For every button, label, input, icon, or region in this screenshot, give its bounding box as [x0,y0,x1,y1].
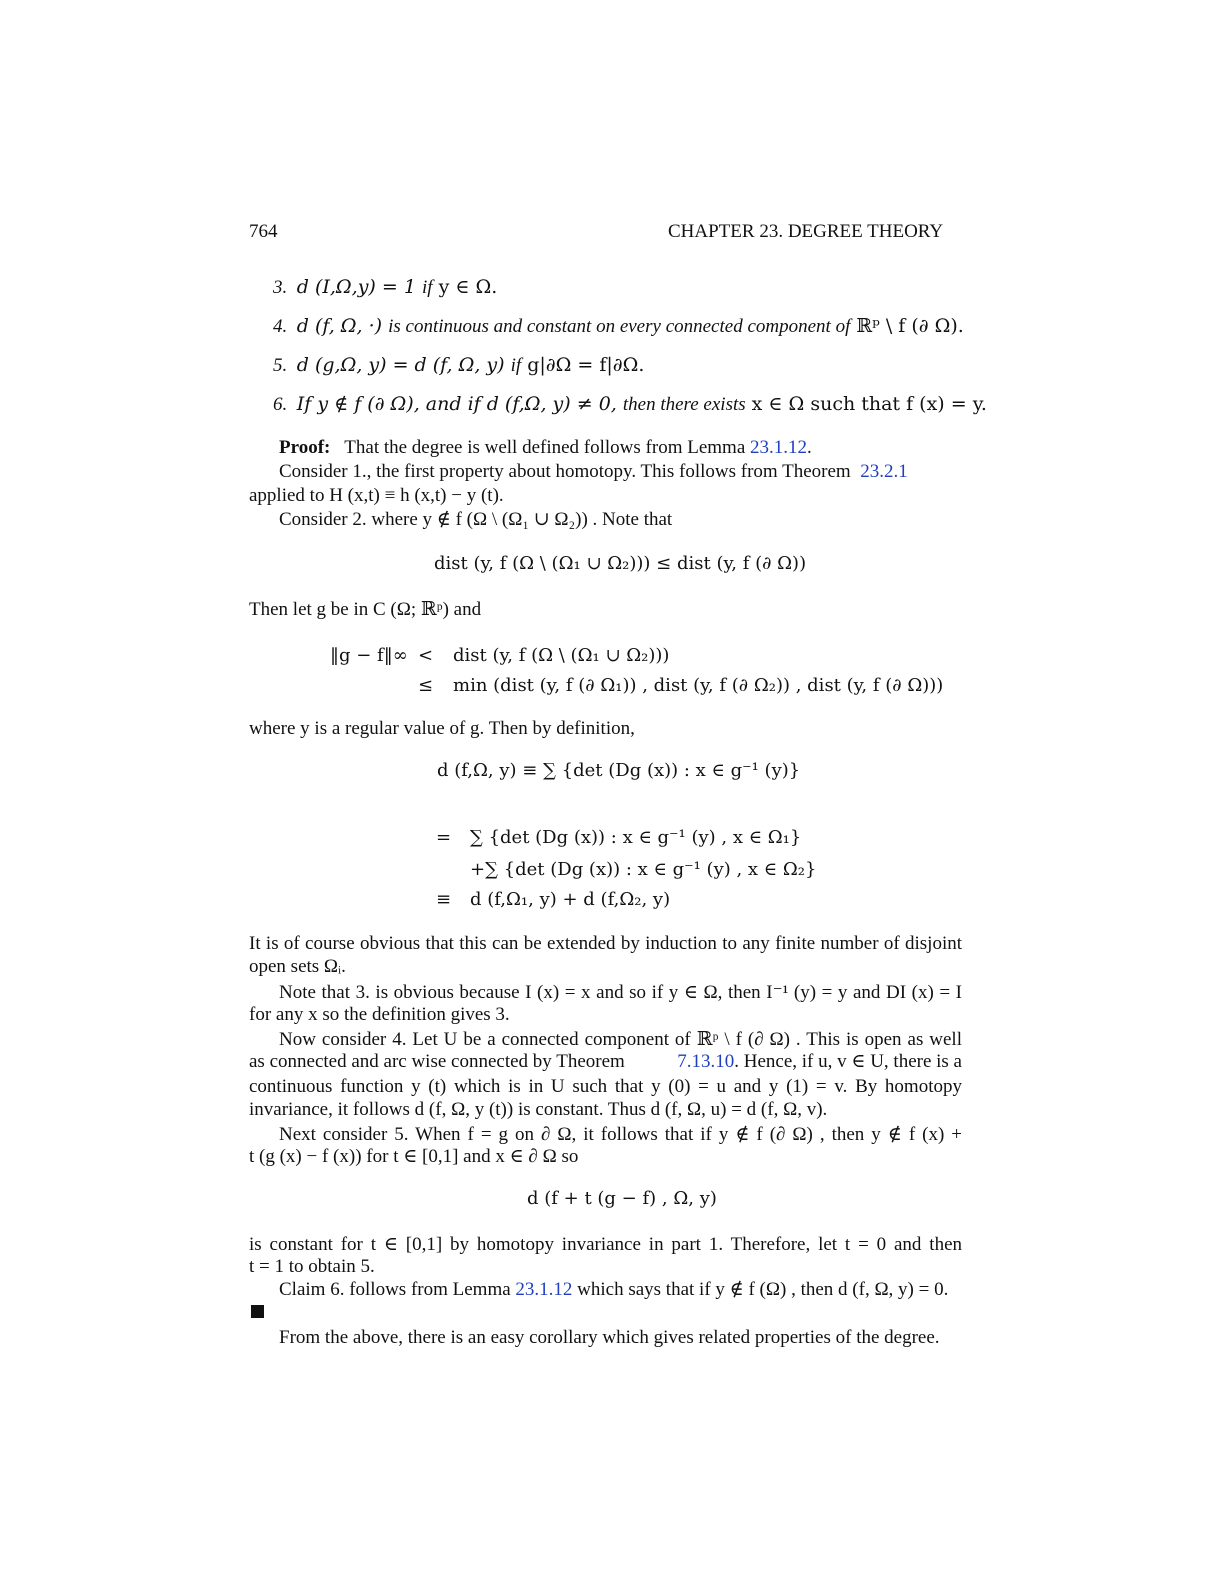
proof-line-10: for any x so the definition gives 3. [249,1004,510,1025]
proof-line-1: Proof: That the degree is well defined follows from Lemma 23.1.12. [279,437,812,458]
proof-label: Proof: [279,437,331,458]
theorem-ref-link-2[interactable]: 7.13.10 [677,1051,735,1072]
proof-line-15: Next consider 5. When f = g on ∂ Ω, it follows that if y ∉ f (∂ Ω) , then y ∉ f (x) + [279,1124,962,1145]
property-6: 6. If y ∉ f (∂ Ω), and if d (f,Ω, y) ≠ 0, then there exists x ∈ Ω such that f (x) = y. [273,393,987,415]
theorem-ref-link[interactable]: 23.2.1 [860,461,908,482]
proof-line-9: Note that 3. is obvious because I (x) = x and so if y ∈ Ω, then I⁻¹ (y) = y and DI (x) = I [279,982,962,1003]
proof-line-18: t = 1 to obtain 5. [249,1256,375,1277]
proof-line-16: t (g (x) − f (x)) for t ∈ [0,1] and x ∈ ∂ Ω so [249,1146,579,1167]
proof-line-2: Consider 1., the first property about homotopy. This follows from Theorem 23.2.1 [279,461,908,482]
qed-square-icon [251,1305,264,1318]
equation-degree-def: d (f,Ω, y) ≡ ∑ {det (Dg (x)) : x ∈ g⁻¹ (y)} [437,760,801,781]
equation-sum-3: d (f,Ω₁, y) + d (f,Ω₂, y) [470,889,671,910]
page-number: 764 [249,221,278,242]
equation-lt: < [418,645,434,666]
proof-line-14: invariance, it follows d (f, Ω, y (t)) is constant. Thus d (f, Ω, u) = d (f, Ω, v). [249,1099,828,1120]
proof-line-7: It is of course obvious that this can be extended by induction to any finite number of disjoint [249,933,962,954]
closing-line: From the above, there is an easy corollary which gives related properties of the degree. [279,1327,940,1348]
property-5: 5. d (g,Ω, y) = d (f, Ω, y) if g|∂Ω = f|∂Ω. [273,354,645,376]
equation-norm-r1: dist (y, f (Ω \ (Ω₁ ∪ Ω₂))) [453,645,670,666]
proof-line-4: Consider 2. where y ∉ f (Ω \ (Ω₁ ∪ Ω₂)) . Note that [279,509,673,530]
equation-le: ≤ [418,675,434,696]
proof-line-5: Then let g be in C (Ω; ℝᵖ) and [249,599,482,620]
proof-line-17: is constant for t ∈ [0,1] by homotopy invariance in part 1. Therefore, let t = 0 and then [249,1234,962,1255]
equation-homotopy: d (f + t (g − f) , Ω, y) [527,1188,717,1209]
proof-line-3: applied to H (x,t) ≡ h (x,t) − y (t). [249,485,504,506]
lemma-ref-link[interactable]: 23.1.12 [750,437,808,458]
proof-line-19: Claim 6. follows from Lemma 23.1.12 which says that if y ∉ f (Ω) , then d (f, Ω, y) = 0. [279,1279,949,1300]
equation-norm-r2: min (dist (y, f (∂ Ω₁)) , dist (y, f (∂ Ω₂)) , dist (y, f (∂ Ω))) [453,675,944,696]
property-4: 4. d (f, Ω, ·) is continuous and constant on every connected component of ℝᵖ \ f (∂ Ω). [273,315,964,337]
proof-line-13: continuous function y (t) which is in U such that y (0) = u and y (1) = v. By homotopy [249,1076,962,1097]
running-title: CHAPTER 23. DEGREE THEORY [668,221,944,242]
proof-line-6: where y is a regular value of g. Then by definition, [249,718,635,739]
proof-line-8: open sets Ωᵢ. [249,956,346,977]
equation-eq-sign: = [436,827,452,848]
equation-sum-2: +∑ {det (Dg (x)) : x ∈ g⁻¹ (y) , x ∈ Ω₂} [470,859,817,880]
equation-norm-lhs: ‖g − f‖∞ [330,645,408,666]
equation-sum-1: ∑ {det (Dg (x)) : x ∈ g⁻¹ (y) , x ∈ Ω₁} [470,827,802,848]
lemma-ref-link-2[interactable]: 23.1.12 [515,1279,573,1300]
proof-line-12: as connected and arc wise connected by Theorem 7.13.10. Hence, if u, v ∈ U, there is a [249,1051,962,1072]
equation-equiv-sign: ≡ [436,889,452,910]
property-3: 3. d (I,Ω,y) = 1 if y ∈ Ω. [273,276,498,298]
proof-line-11: Now consider 4. Let U be a connected component of ℝᵖ \ f (∂ Ω) . This is open as well [279,1029,962,1050]
equation-dist: dist (y, f (Ω \ (Ω₁ ∪ Ω₂))) ≤ dist (y, f (∂ Ω)) [434,553,807,574]
